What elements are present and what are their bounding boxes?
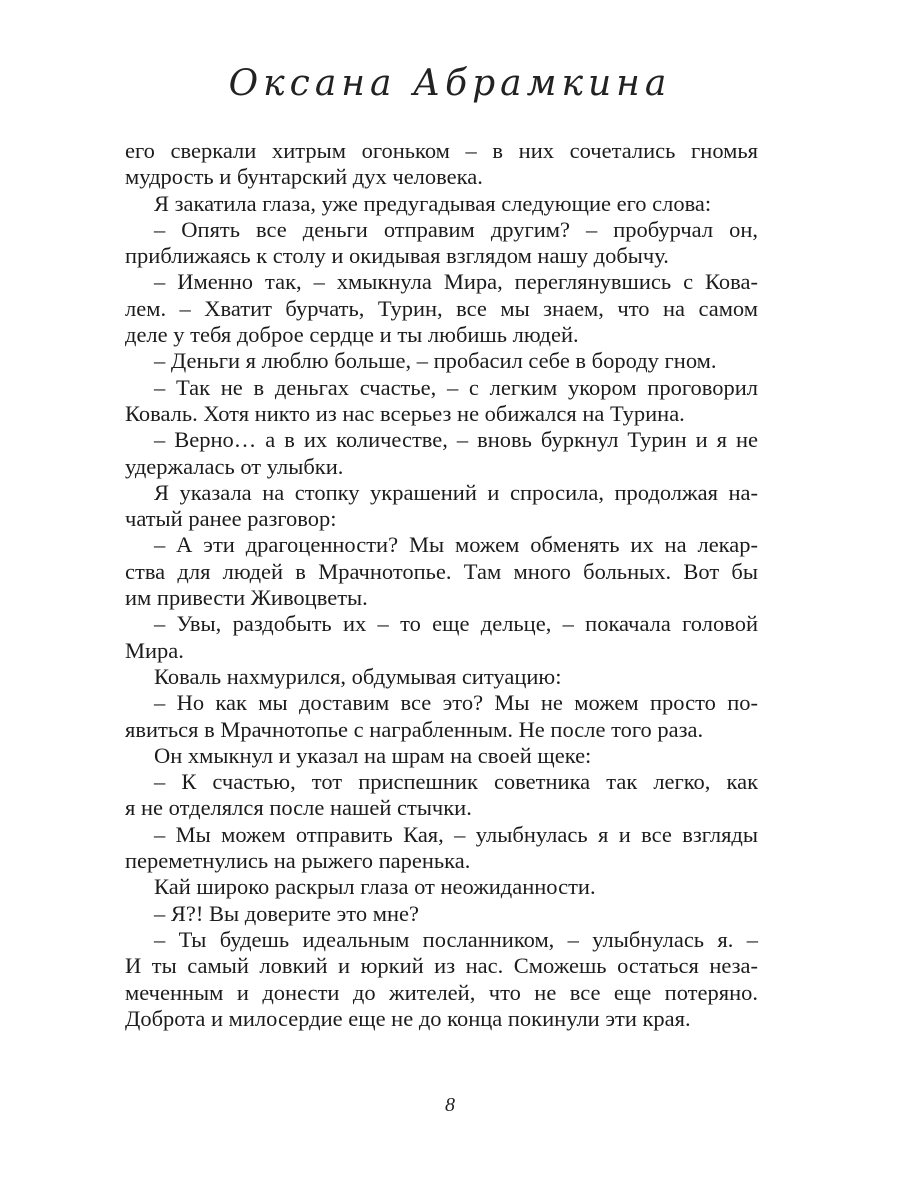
text-line: мудрость и бунтарский дух человека. — [125, 164, 483, 190]
text-line: Я указала на стопку украшений и спросила, продолжая на- — [154, 479, 758, 505]
text-line: – Ты будешь идеальным посланником, – улыбнулась я. – — [154, 926, 758, 952]
text-line: лем. – Хватит бурчать, Турин, все мы знаем, что на самом — [125, 295, 758, 321]
text-line: – Увы, раздобыть их – то еще дельце, – покачала головой — [154, 611, 758, 637]
text-line: Мира. — [125, 637, 184, 663]
text-line: я не отделялся после нашей стычки. — [125, 795, 472, 821]
text-line: Кай широко раскрыл глаза от неожиданности. — [154, 874, 596, 900]
text-line: Я закатила глаза, уже предугадывая следующие его слова: — [154, 190, 712, 216]
text-line: Коваль нахмурился, обдумывая ситуацию: — [154, 663, 562, 689]
text-line: – Но как мы доставим все это? Мы не можем просто по- — [154, 690, 758, 716]
text-line: – А эти драгоценности? Мы можем обменять их на лекар- — [154, 532, 758, 558]
text-line: – Деньги я люблю больше, – пробасил себе в бороду гном. — [154, 348, 717, 374]
text-line: – К счастью, тот приспешник советника так легко, как — [154, 769, 758, 795]
text-line: – Опять все деньги отправим другим? – пробурчал он, — [154, 216, 758, 242]
page-number: 8 — [445, 1094, 455, 1116]
text-line: его сверкали хитрым огоньком – в них сочетались гномья — [125, 138, 758, 163]
text-line: удержалась от улыбки. — [125, 453, 344, 479]
text-line: им привести Живоцветы. — [125, 585, 368, 611]
text-line: Коваль. Хотя никто из нас всерьез не обижался на Турина. — [125, 400, 685, 426]
text-line: – Верно… а в их количестве, – вновь буркнул Турин и я не — [154, 427, 758, 453]
text-line: деле у тебя доброе сердце и ты любишь людей. — [125, 322, 579, 348]
text-line: – Именно так, – хмыкнула Мира, переглянувшись с Кова- — [154, 269, 758, 295]
running-head-author: Оксана Абрамкина — [228, 63, 672, 104]
text-line: – Так не в деньгах счастье, – с легким укором проговорил — [154, 374, 758, 400]
text-line: приближаясь к столу и окидывая взглядом нашу добычу. — [125, 243, 669, 269]
text-line: И ты самый ловкий и юркий из нас. Сможешь остаться неза- — [125, 953, 758, 979]
text-line: Доброта и милосердие еще не до конца покинули эти края. — [125, 1005, 691, 1031]
text-line: явиться в Мрачнотопье с награбленным. Не после того раза. — [125, 716, 704, 742]
text-line: – Я?! Вы доверите это мне? — [154, 900, 419, 926]
text-line: переметнулись на рыжего паренька. — [125, 848, 471, 874]
text-line: – Мы можем отправить Кая, – улыбнулась я и все взгляды — [154, 821, 758, 847]
text-line: Он хмыкнул и указал на шрам на своей щеке: — [154, 742, 592, 768]
text-line: меченным и донести до жителей, что не все еще потеряно. — [125, 979, 758, 1005]
body-text — [125, 138, 758, 1032]
text-line: чатый ранее разговор: — [125, 506, 337, 532]
text-line: ства для людей в Мрачнотопье. Там много больных. Вот бы — [125, 558, 758, 584]
